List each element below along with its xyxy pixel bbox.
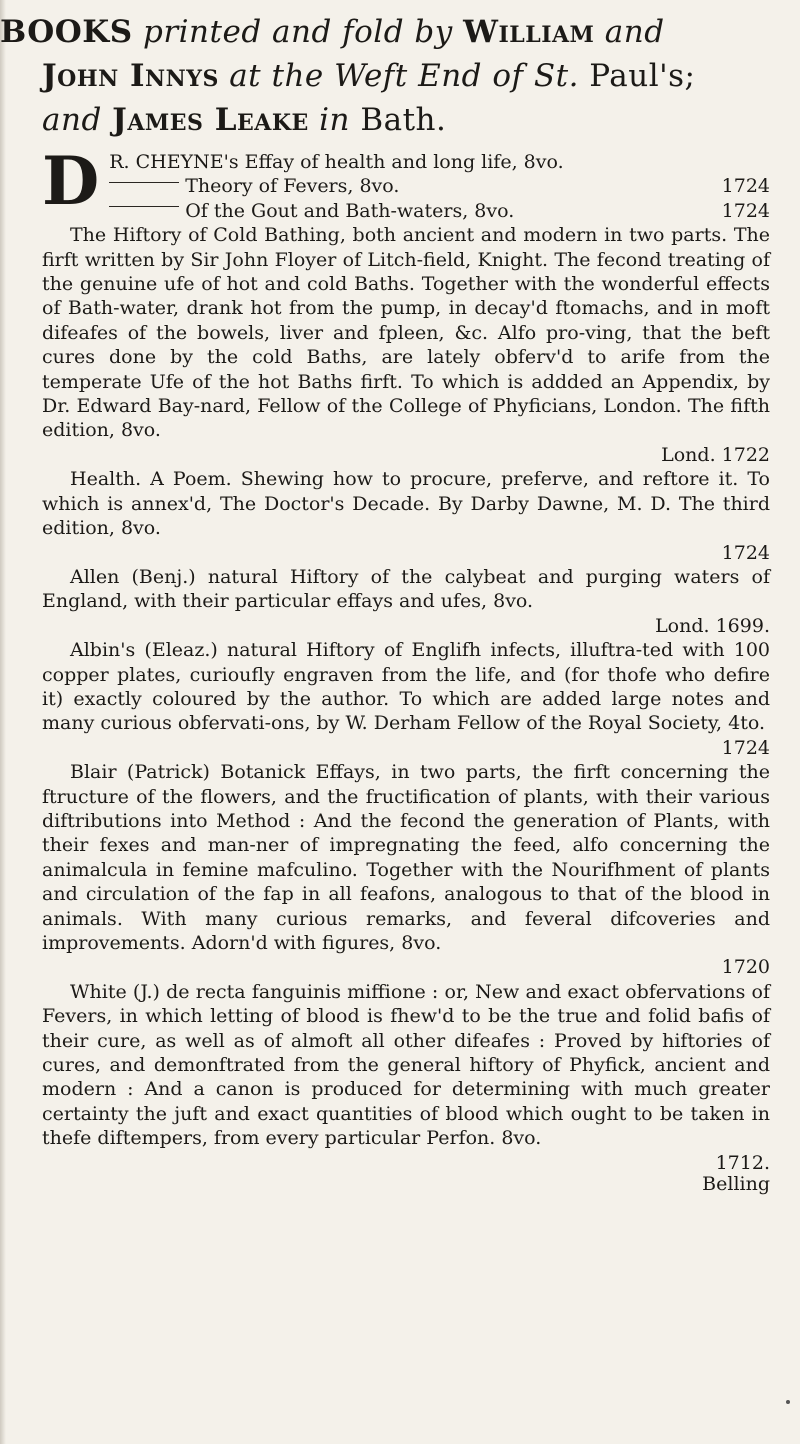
albin-text: Albin's (Eleaz.) natural Hiftory of Englifh infects, illuftra-ted with 100 copper plates, curioufly engraven from the life, and (for thofe who defire it) exactly coloured by the author. To which are added large notes and many curious obfervati-ons, by W. Derham Fellow of the Royal Society, 4to. xyxy=(42,639,770,735)
heading-james-leake: James Leake xyxy=(112,102,309,138)
cheyne-fevers-year: 1724 xyxy=(721,175,770,198)
heading-line-3 xyxy=(42,98,770,142)
entry-albin xyxy=(42,638,770,760)
cheyne-line-3 xyxy=(109,199,770,223)
book-list xyxy=(42,142,770,1196)
cheyne-gout-text: Of the Gout and Bath-waters, 8vo. xyxy=(185,199,515,222)
health-poem-imprint: 1724 xyxy=(721,541,770,564)
heading-in: in xyxy=(319,102,350,138)
heading-printed-and-sold-by: printed and fold by xyxy=(142,14,453,50)
ditto-dash xyxy=(109,182,179,183)
heading-bath: Bath. xyxy=(360,102,447,138)
cold-bathing-text: The Hiftory of Cold Bathing, both ancient and modern in two parts. The firft written by Sir John Floyer of Litch-field, Knight. The fecond treating of the genuine ufe of hot and cold Baths. Together with the wonderful effects of Bath-water, drank hot from the pump, in decay'd ftomachs, and in moft difeafes of the bowels, liver and fpleen, &c. Alfo pro-ving, that the beft cures done by the cold Baths, are lately obferv'd to arife from the temperate Ufe of the hot Baths firft. To which is addded an Appendix, by Dr. Edward Bay-nard, Fellow of the College of Phyficians, London. The fifth edition, 8vo. xyxy=(42,224,770,442)
drop-cap: D xyxy=(42,142,100,220)
heading-line-1 xyxy=(0,10,770,54)
heading-william: William xyxy=(463,14,595,50)
allen-imprint: Lond. 1699. xyxy=(655,614,770,637)
blair-text: Blair (Patrick) Botanick Effays, in two parts, the firft concerning the ftructure of the flowers, and the fructification of plants, with their various diftributions into Method : And the fecond the generation of Plants, with their fexes and man-ner of impregnating the feed, alfo concerning the animalcula in femine mafculino. Together with the Nourifhment of plants and circulation of the fap in all feafons, analogous to that of the blood in animals. With many curious remarks, and feveral difcoveries and improvements. Adorn'd with figures, 8vo. xyxy=(42,761,770,954)
entry-white xyxy=(42,980,770,1175)
allen-text: Allen (Benj.) natural Hiftory of the calybeat and purging waters of England, with their particular effays and ufes, 8vo. xyxy=(42,565,770,613)
catchword: Belling xyxy=(702,1173,770,1196)
cheyne-essay-text: R. CHEYNE's Effay of health and long life, 8vo. xyxy=(109,151,564,173)
cold-bathing-imprint: Lond. 1722 xyxy=(661,443,770,466)
heading-west-end: at the Weft End of St. xyxy=(229,58,579,94)
entry-blair xyxy=(42,760,770,980)
blair-imprint: 1720 xyxy=(721,956,770,979)
entry-health-poem xyxy=(42,467,770,565)
cheyne-fevers-text: Theory of Fevers, 8vo. xyxy=(185,175,400,198)
heading-and-2: and xyxy=(42,102,102,138)
publisher-heading xyxy=(0,10,770,142)
albin-imprint: 1724 xyxy=(721,736,770,759)
entry-cheyne xyxy=(42,142,770,223)
ink-speck xyxy=(786,1400,790,1404)
heading-pauls: Paul's; xyxy=(589,58,696,94)
cheyne-line-1 xyxy=(109,150,770,174)
health-poem-text: Health. A Poem. Shewing how to procure, preferve, and reftore it. To which is annex'd, The Doctor's Decade. By Darby Dawne, M. D. The third edition, 8vo. xyxy=(42,468,770,540)
cheyne-line-2 xyxy=(109,174,770,198)
heading-and-1: and xyxy=(604,14,665,50)
entry-allen xyxy=(42,565,770,638)
ditto-dash xyxy=(109,206,179,207)
cheyne-gout-year: 1724 xyxy=(721,199,770,222)
heading-john-innys: John Innys xyxy=(42,58,219,94)
heading-line-2 xyxy=(42,54,770,98)
heading-books: BOOKS xyxy=(0,14,133,50)
white-imprint: 1712. xyxy=(715,1151,770,1174)
white-text: White (J.) de recta fanguinis miffione : or, New and exact obfervations of Fevers, in which letting of blood is fhew'd to be the true and folid bafis of their cure, as well as of almoft all other difeafes : Proved by hiftories of cures, and demonftrated from the general hiftory of Phyfick, ancient and modern : And a canon is produced for determining with much greater certainty the juft and exact quantities of blood which ought to be taken in thefe diftempers, from every particular Perfon. 8vo. xyxy=(42,980,770,1150)
entry-cold-bathing xyxy=(42,223,770,467)
